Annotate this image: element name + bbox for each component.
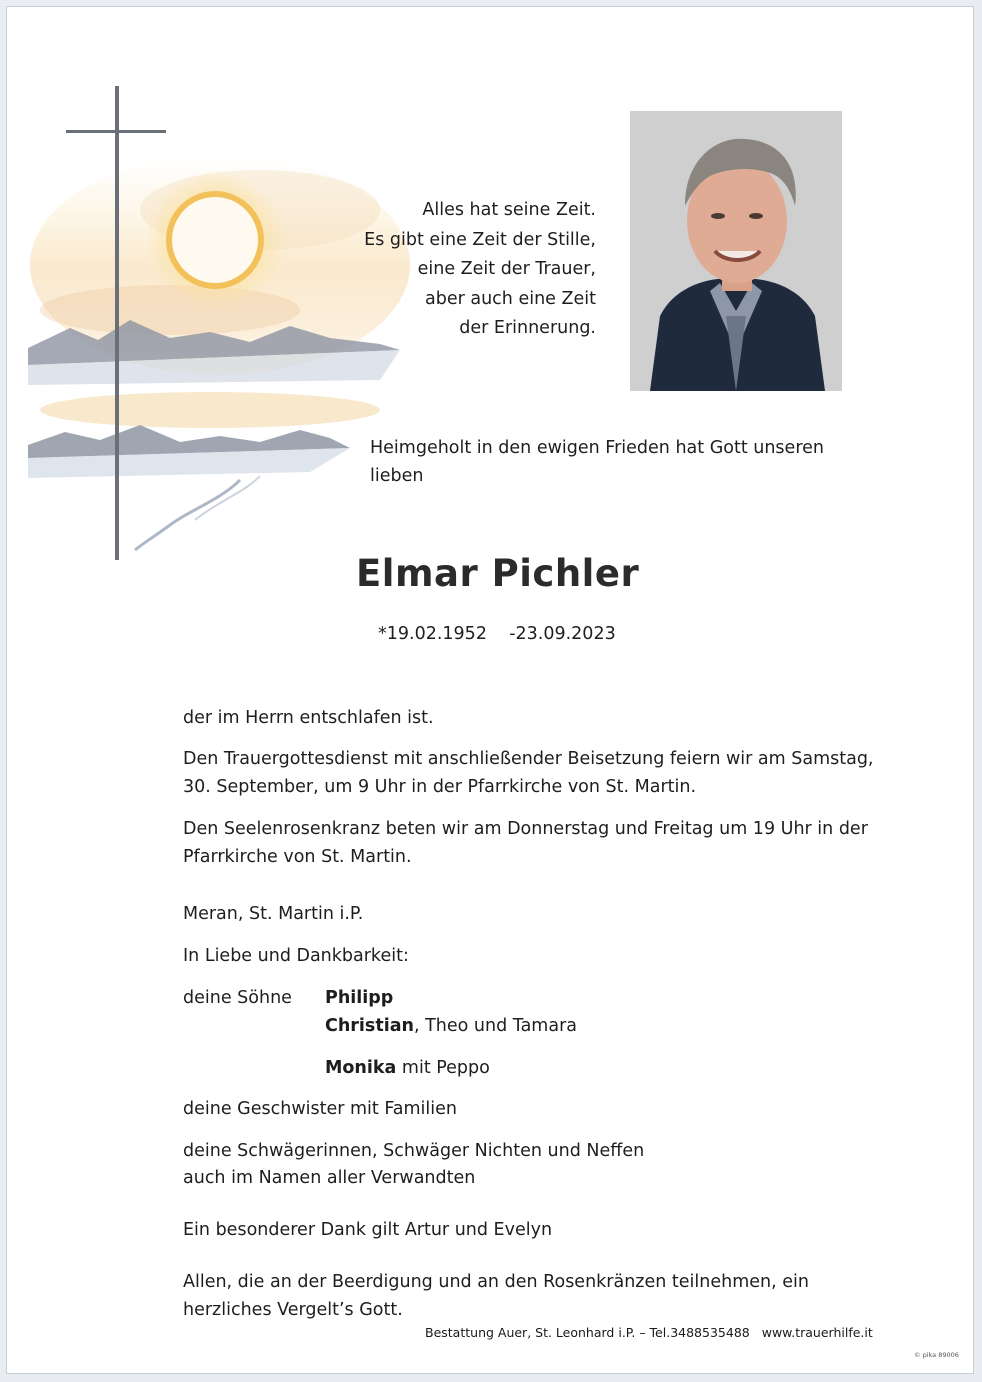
place-text: Meran, St. Martin i.P.: [183, 904, 364, 924]
printer-badge: © pika 89006: [914, 1351, 959, 1359]
closing-text: Allen, die an der Beerdigung und an den Rosenkränzen teilnehmen, ein: [183, 1272, 809, 1292]
mourner-christian: Christian, Theo und Tamara: [325, 1016, 577, 1036]
poem-line: aber auch eine Zeit: [425, 288, 596, 309]
poem-line: Es gibt eine Zeit der Stille,: [364, 229, 596, 250]
thanks-text: Ein besonderer Dank gilt Artur und Evelyn: [183, 1220, 553, 1240]
footer: [425, 1325, 873, 1340]
mourner-philipp: Philipp: [325, 988, 394, 1008]
love-text: In Liebe und Dankbarkeit:: [183, 946, 409, 966]
inlaws-text: deine Schwägerinnen, Schwäger Nichten und Neffen: [183, 1141, 645, 1161]
inlaws-text: auch im Namen aller Verwandten: [183, 1168, 476, 1188]
rosary-text: Pfarrkirche von St. Martin.: [183, 847, 412, 867]
poem: [300, 196, 596, 344]
closing-text: herzliches Vergelt’s Gott.: [183, 1300, 403, 1320]
life-dates: *19.02.1952 ‐23.09.2023: [378, 624, 616, 644]
intro-line: lieben: [370, 466, 424, 486]
sun-icon: [169, 194, 261, 286]
poem-line: Alles hat seine Zeit.: [422, 200, 596, 220]
poem-line: eine Zeit der Trauer,: [417, 259, 596, 279]
funeral-text: 30. September, um 9 Uhr in der Pfarrkirche von St. Martin.: [183, 777, 697, 797]
undertaker-info: Bestattung Auer, St. Leonhard i.P. – Tel.3488535488: [425, 1325, 750, 1340]
asleep-text: der im Herrn entschlafen ist.: [183, 708, 434, 728]
mourner-monika: Monika mit Peppo: [325, 1058, 490, 1078]
cross-icon: [115, 86, 119, 560]
funeral-text: Den Trauergottesdienst mit anschließender Beisetzung feiern wir am Samstag,: [183, 749, 874, 769]
intro-line: Heimgeholt in den ewigen Frieden hat Gott unseren: [370, 438, 824, 458]
sons-label: deine Söhne: [183, 988, 292, 1008]
deceased-name: Elmar Pichler: [356, 552, 640, 595]
portrait-photo: [630, 111, 842, 391]
rosary-text: Den Seelenrosenkranz beten wir am Donnerstag und Freitag um 19 Uhr in der: [183, 819, 868, 839]
poem-line: der Erinnerung.: [459, 318, 596, 338]
website-link[interactable]: www.trauerhilfe.it: [761, 1325, 873, 1340]
siblings-text: deine Geschwister mit Familien: [183, 1099, 458, 1119]
